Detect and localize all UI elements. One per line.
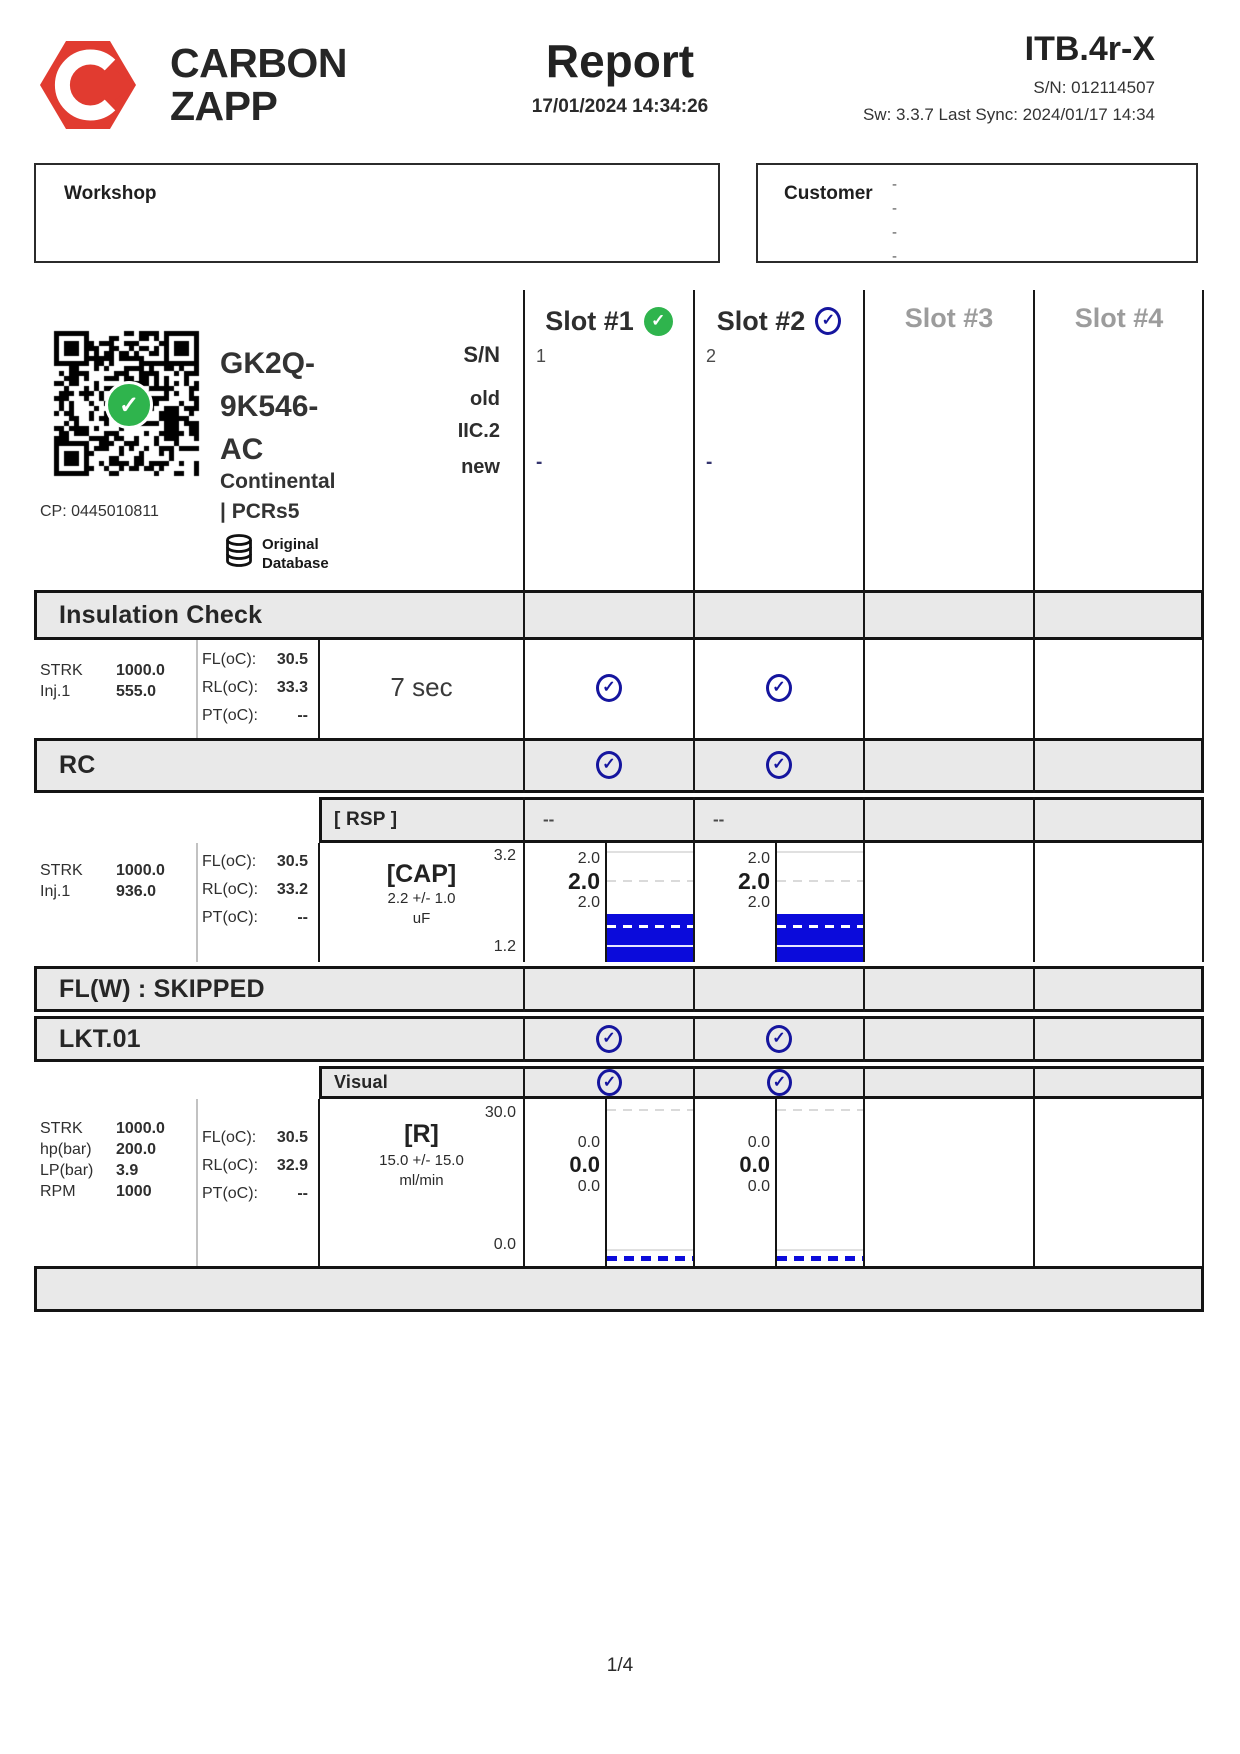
grid-line: [523, 738, 525, 793]
temp-value: 32.9: [276, 1157, 308, 1174]
brand-line-2: ZAPP: [170, 83, 278, 129]
injector-series: | PCRs5: [220, 500, 300, 523]
slot-2-sn-value: 2: [706, 346, 717, 366]
temp-value: --: [297, 1185, 308, 1202]
injector-code: [220, 342, 318, 471]
grid-line: [1033, 1066, 1035, 1099]
visual-slot2-check-icon: ✓: [767, 1069, 792, 1096]
grid-line: [693, 843, 695, 962]
cap-slot1-avg: 2.0: [568, 868, 600, 894]
param-label: STRK: [40, 862, 83, 879]
qr-green-check-icon: ✓: [105, 381, 153, 429]
cap-slot2-gauge: [775, 843, 864, 962]
empty-section-band: [34, 1266, 1204, 1312]
cap-slot2-min: 2.0: [747, 894, 770, 911]
cap-slot2-avg: 2.0: [738, 868, 770, 894]
cap-slot1-min: 2.0: [577, 894, 600, 911]
section-insulation-band: [34, 590, 1204, 640]
temp-value: 30.5: [276, 1129, 308, 1146]
insulation-result: 7 sec: [390, 672, 453, 702]
grid-line: [523, 797, 525, 843]
grid-line: [693, 590, 695, 640]
temp-label: RL(oC):: [202, 679, 259, 696]
param-label: STRK: [40, 1120, 83, 1137]
grid-line: [1202, 290, 1204, 592]
temp-label: RL(oC):: [202, 881, 259, 898]
r-temps: [202, 1124, 308, 1208]
grid-line: [863, 797, 865, 843]
slot-header-4: Slot #4: [1074, 303, 1164, 333]
temp-label: RL(oC):: [202, 1157, 259, 1174]
rsp-band: [319, 797, 1204, 843]
slot-1-sn-value: 1: [536, 346, 547, 366]
cap-scale-max: 3.2: [493, 847, 516, 864]
r-scale-max: 30.0: [484, 1104, 516, 1121]
cap-slot1-max: 2.0: [577, 850, 600, 867]
grid-line: [863, 966, 865, 1012]
r-slot2-values: [694, 1134, 770, 1196]
r-slot2-min: 0.0: [747, 1178, 770, 1195]
cap-name: [CAP]: [386, 860, 457, 888]
param-value: 555.0: [116, 683, 157, 700]
slot-1-green-check-icon: ✓: [644, 307, 673, 336]
param-value: 936.0: [116, 883, 157, 900]
lkt-slot1-check-icon: ✓: [596, 1025, 622, 1053]
param-value: 3.9: [116, 1162, 139, 1179]
grid-line: [1202, 1099, 1204, 1266]
r-name: [R]: [404, 1120, 439, 1148]
section-flw-title: FL(W) : SKIPPED: [59, 974, 265, 1003]
lkt-slot2-check-icon: ✓: [766, 1025, 792, 1053]
r-params: [40, 1118, 165, 1202]
temp-value: --: [297, 707, 308, 724]
cap-temps: [202, 848, 308, 932]
grid-line: [318, 640, 320, 738]
insulation-params: [40, 660, 165, 702]
grid-line: [196, 1099, 198, 1266]
customer-label: Customer: [784, 183, 873, 204]
injector-code-line: GK2Q-: [220, 347, 316, 380]
grid-line: [693, 1066, 695, 1099]
slot-1-new-value: -: [536, 452, 543, 473]
param-label: hp(bar): [40, 1141, 92, 1158]
grid-line: [523, 1066, 525, 1099]
section-rc-title: RC: [59, 751, 96, 779]
customer-empty-fields: [892, 173, 897, 269]
report-datetime: 17/01/2024 14:34:26: [531, 96, 709, 117]
r-slot2-gauge: [775, 1099, 864, 1266]
grid-line: [1033, 843, 1035, 962]
grid-line: [196, 640, 198, 738]
cap-params: [40, 860, 165, 902]
cap-scale-min: 1.2: [493, 938, 516, 955]
grid-line: [693, 797, 695, 843]
temp-label: FL(oC):: [202, 651, 257, 668]
slot-header-1: [523, 303, 695, 339]
param-label: Inj.1: [40, 683, 71, 700]
grid-line: [523, 590, 525, 640]
grid-line: [523, 1016, 525, 1062]
brand-line-1: CARBON: [170, 40, 347, 86]
customer-dash: -: [892, 176, 897, 193]
temp-value: 30.5: [276, 651, 308, 668]
grid-line: [1033, 290, 1035, 592]
section-lkt-title: LKT.01: [59, 1024, 141, 1053]
brand-name: [170, 42, 347, 128]
grid-line: [863, 738, 865, 793]
grid-line: [863, 843, 865, 962]
param-label: Inj.1: [40, 883, 71, 900]
row-label-type: IIC.2: [457, 420, 500, 442]
r-slot1-avg: 0.0: [569, 1152, 600, 1177]
temp-label: FL(oC):: [202, 853, 257, 870]
customer-dash: -: [892, 224, 897, 241]
insulation-slot1-check-icon: ✓: [596, 674, 622, 702]
insulation-slot2-check-icon: ✓: [766, 674, 792, 702]
r-slot1-gauge: [605, 1099, 694, 1266]
grid-line: [1033, 1016, 1035, 1062]
grid-line: [1033, 738, 1035, 793]
r-slot1-values: [524, 1134, 600, 1196]
param-label: RPM: [40, 1183, 76, 1200]
injector-code-line: 9K546-: [220, 390, 319, 423]
section-insulation-title: Insulation Check: [59, 600, 263, 629]
r-scale-min: 0.0: [493, 1236, 516, 1253]
slot-header-1-label: Slot #1: [545, 305, 634, 336]
grid-line: [693, 290, 695, 592]
row-label-new: new: [461, 456, 500, 478]
temp-label: PT(oC):: [202, 909, 258, 926]
rc-slot2-check-icon: ✓: [766, 751, 792, 779]
r-slot1-max: 0.0: [577, 1134, 600, 1151]
param-value: 200.0: [116, 1141, 157, 1158]
injector-brand: Continental: [220, 470, 336, 493]
temp-label: PT(oC):: [202, 1185, 258, 1202]
cap-unit: uF: [412, 910, 431, 927]
param-value: 1000: [116, 1183, 152, 1200]
section-flw-band: [34, 966, 1204, 1012]
cap-slot2-max: 2.0: [747, 850, 770, 867]
customer-box: [756, 163, 1198, 263]
r-slot2-max: 0.0: [747, 1134, 770, 1151]
rsp-label: [ RSP ]: [334, 809, 398, 830]
param-value: 1000.0: [116, 662, 165, 679]
brand-logo-icon: [36, 33, 140, 142]
grid-line: [523, 1099, 525, 1266]
temp-value: 30.5: [276, 853, 308, 870]
page-title: Report: [545, 35, 695, 87]
grid-line: [318, 1099, 320, 1266]
grid-line: [523, 640, 525, 738]
grid-line: [693, 1016, 695, 1062]
grid-line: [318, 843, 320, 962]
temp-label: FL(oC):: [202, 1129, 257, 1146]
device-name: ITB.4r-X: [1024, 30, 1155, 68]
slot-header-2-label: Slot #2: [716, 305, 806, 336]
visual-slot1-check-icon: ✓: [597, 1069, 622, 1096]
device-sw-sync: Sw: 3.3.7 Last Sync: 2024/01/17 14:34: [862, 105, 1155, 124]
grid-line: [863, 290, 865, 592]
workshop-box: [34, 163, 720, 263]
grid-line: [196, 843, 198, 962]
grid-line: [523, 966, 525, 1012]
rc-slot1-check-icon: ✓: [596, 751, 622, 779]
param-label: LP(bar): [40, 1162, 94, 1179]
grid-line: [863, 1066, 865, 1099]
customer-dash: -: [892, 248, 897, 265]
param-label: STRK: [40, 662, 83, 679]
grid-line: [1033, 966, 1035, 1012]
grid-line: [1202, 640, 1204, 738]
injector-code-line: AC: [220, 433, 264, 466]
grid-line: [863, 640, 865, 738]
database-icon: [225, 534, 253, 573]
grid-line: [523, 843, 525, 962]
param-value: 1000.0: [116, 862, 165, 879]
insulation-temps: [202, 646, 308, 730]
grid-line: [693, 1099, 695, 1266]
customer-dash: -: [892, 200, 897, 217]
device-serial: S/N: 012114507: [1033, 78, 1155, 97]
cap-slot2-values: [694, 850, 770, 912]
r-tolerance: 15.0 +/- 15.0: [379, 1152, 464, 1169]
temp-label: PT(oC):: [202, 707, 258, 724]
cap-slot1-values: [524, 850, 600, 912]
visual-label: Visual: [334, 1072, 388, 1092]
grid-line: [1033, 590, 1035, 640]
r-slot2-avg: 0.0: [739, 1152, 770, 1177]
r-slot1-min: 0.0: [577, 1178, 600, 1195]
grid-line: [863, 1099, 865, 1266]
temp-value: --: [297, 909, 308, 926]
database-label: [262, 535, 329, 573]
database-label-line: Database: [262, 555, 329, 572]
grid-line: [863, 1016, 865, 1062]
qr-caption: CP: 0445010811: [40, 503, 159, 520]
rsp-slot2-value: --: [713, 810, 725, 829]
grid-line: [1033, 640, 1035, 738]
visual-band: [319, 1066, 1204, 1099]
workshop-label: Workshop: [64, 183, 157, 204]
grid-line: [693, 966, 695, 1012]
slot-header-2: [693, 303, 865, 339]
slot-2-blue-check-icon: ✓: [815, 307, 841, 335]
temp-value: 33.3: [276, 679, 308, 696]
row-label-sn: S/N: [463, 342, 500, 367]
row-label-old: old: [470, 388, 500, 410]
device-info: [700, 30, 1155, 125]
grid-line: [693, 738, 695, 793]
temp-value: 33.2: [276, 881, 308, 898]
database-label-line: Original: [262, 536, 319, 553]
slot-2-new-value: -: [706, 452, 713, 473]
grid-line: [1033, 1099, 1035, 1266]
grid-line: [863, 590, 865, 640]
r-unit: ml/min: [399, 1172, 444, 1189]
grid-line: [1033, 797, 1035, 843]
grid-line: [523, 290, 525, 592]
param-value: 1000.0: [116, 1120, 165, 1137]
grid-line: [693, 640, 695, 738]
page-number: 1/4: [606, 1655, 634, 1676]
cap-tolerance: 2.2 +/- 1.0: [387, 890, 456, 907]
grid-line: [1202, 843, 1204, 962]
rsp-slot1-value: --: [543, 810, 555, 829]
cap-slot1-gauge: [605, 843, 694, 962]
slot-header-3: Slot #3: [904, 303, 994, 333]
